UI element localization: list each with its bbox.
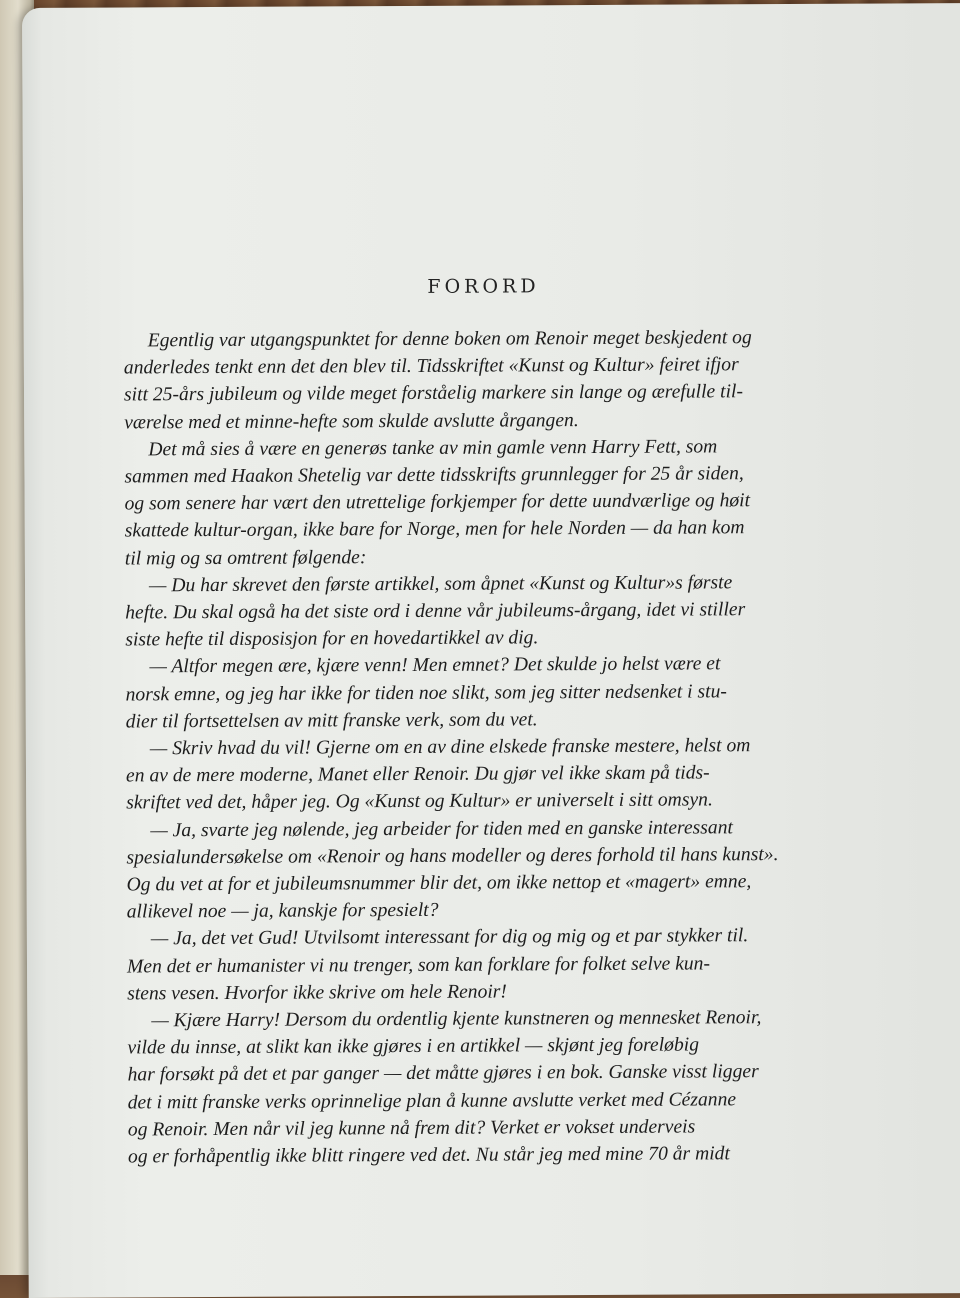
text-line: sitt 25-års jubileum og vilde meget forståelig markere sin lange og ærefulle til- — [123, 381, 744, 406]
text-line: — Ja, det vet Gud! Utvilsomt interessant for dig og mig og et par stykker til. — [150, 925, 749, 950]
text-line: værelse med et minne-hefte som skulde avslutte årgangen. — [124, 409, 579, 434]
text-line: — Ja, svarte jeg nølende, jeg arbeider for tiden med en ganske interessant — [150, 816, 733, 841]
text-line: og som senere har vært den utrettelige forkjemper for dette uundværlige og høit — [124, 490, 751, 515]
text-line: siste hefte til disposisjon for en hovedartikkel av dig. — [125, 627, 539, 651]
text-line: norsk emne, og jeg har ikke for tiden noe slikt, som jeg sitter nedsenket i stu- — [125, 680, 727, 706]
page-heading: FORORD — [427, 275, 540, 298]
text-line: Og du vet at for et jubileumsnummer blir det, om ikke nettop et «magert» emne, — [126, 871, 752, 896]
text-line: det i mitt franske verks oprinnelige plan å kunne avslutte verket med Cézanne — [127, 1088, 737, 1114]
text-line: skriftet ved det, håper jeg. Og «Kunst og Kultur» er universelt i sitt omsyn. — [126, 789, 713, 814]
text-line: allikevel noe — ja, kanskje for spesielt? — [126, 900, 439, 923]
text-line: Men det er humanister vi nu trenger, som kan forklare for folket selve kun- — [126, 953, 711, 978]
text-line: hefte. Du skal også ha det siste ord i denne vår jubileums-årgang, idet vi stiller — [125, 599, 746, 624]
text-line: har forsøkt på det et par ganger — det måtte gjøres i en bok. Ganske visst ligger — [127, 1061, 759, 1086]
text-line: Egentlig var utgangspunktet for denne boken om Renoir meget beskjedent og — [147, 327, 752, 352]
text-line: Det må sies å være en generøs tanke av min gamle venn Harry Fett, som — [148, 436, 718, 461]
text-line: — Skriv hvad du vil! Gjerne om en av dine elskede franske mestere, helst om — [149, 735, 751, 760]
text-line: anderledes tenkt enn det den blev til. Tidsskriftet «Kunst og Kultur» feiret ifjor — [123, 354, 739, 379]
text-line: — Altfor megen ære, kjære venn! Men emnet? Det skulde jo helst være et — [149, 653, 721, 678]
text-line: og Renoir. Men når vil jeg kunne nå frem dit? Verket er vokset underveis — [127, 1116, 696, 1141]
text-line: stens vesen. Hvorfor ikke skrive om hele Renoir! — [127, 981, 507, 1005]
text-line: skattede kultur-organ, ikke bare for Norge, men for hele Norden — da han kom — [124, 517, 745, 542]
text-line: til mig og sa omtrent følgende: — [124, 546, 367, 570]
text-line: — Du har skrevet den første artikkel, som åpnet «Kunst og Kultur»s første — [148, 572, 733, 597]
text-line: og er forhåpentlig ikke blitt ringere ved det. Nu står jeg med mine 70 år midt — [127, 1143, 730, 1168]
text-line: sammen med Haakon Shetelig var dette tidsskrifts grunnlegger for 25 år siden, — [124, 463, 744, 488]
text-line: dier til fortsettelsen av mitt franske verk, som du vet. — [125, 709, 538, 733]
book-page — [22, 3, 960, 1298]
preface-text — [124, 323, 928, 1170]
text-line: — Kjære Harry! Dersom du ordentlig kjente kunstneren og mennesket Renoir, — [151, 1007, 762, 1032]
text-line: en av de mere moderne, Manet eller Renoir. Du gjør vel ikke skam på tids- — [125, 762, 710, 787]
text-line: vilde du innse, at slikt kan ikke gjøres i en artikkel — skjønt jeg foreløbig — [127, 1034, 700, 1059]
text-line: spesialundersøkelse om «Renoir og hans modeller og deres forhold til hans kunst». — [126, 843, 779, 869]
